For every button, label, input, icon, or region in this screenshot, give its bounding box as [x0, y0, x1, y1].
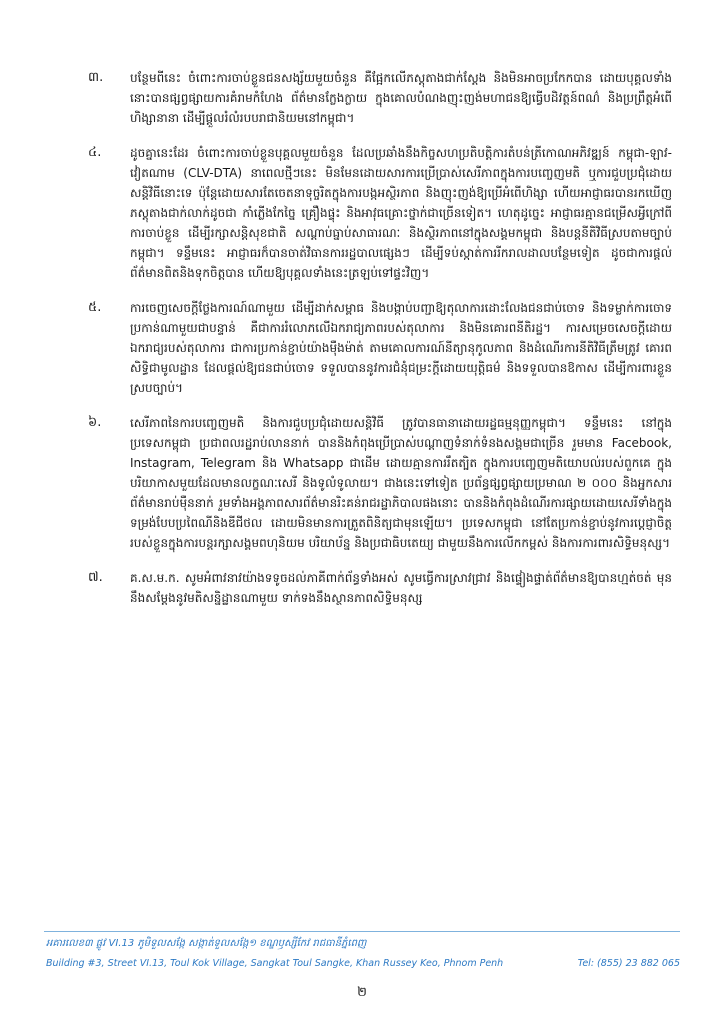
item-text: សេរីភាពនៃការបញ្ចេញមតិ និងការជួបប្រជុំដោយសន្តិវិធី ត្រូវបានធានាដោយរដ្ឋធម្មនុញ្ញកម្ពុជា។ ទន្ទឹមនេះ នៅក្នុងប្រទេសកម្ពុជា ប្រជាពលរដ្ឋរាប់លាននាក់ បាននិងកំពុងប្រើប្រាស់បណ្តាញទំនាក់ទំនងសង្គមជាច្រើន រួមមាន Facebook, Instagram, Telegram និង Whatsapp ជាដើម ដោយគ្មានការរឹតត្បិត ក្នុងការបញ្ចេញមតិយោបល់របស់ពួកគេ ក្នុងបរិយាកាសមួយដែលមានលក្ខណៈសេរី និងទូលំទូលាយ។ ជាងនេះទៅទៀត ប្រព័ន្ធផ្សព្វផ្សាយប្រមាណ ២ ០០០ និងអ្នកសារព័ត៌មានរាប់ម៉ឺននាក់ រួមទាំងអង្គភាពសារព័ត៌មានរិះគន់រាជរដ្ឋាភិបាលផងនោះ បាននិងកំពុងដំណើរការផ្សាយដោយសេរីទាំងក្នុងទម្រង់បែបប្រពៃណីនិងឌីជីថល ដោយមិនមានការត្រួតពិនិត្យជាមុនឡើយ។ ប្រទេសកម្ពុជា នៅតែប្រកាន់ខ្ជាប់នូវការប្តេជ្ញាចិត្តរបស់ខ្លួនក្នុងការបន្តរក្សាសង្គមពហុនិយម បរិយាប័ន្ន និងប្រជាធិបតេយ្យ ជាមួយនឹងការលើកកម្ពស់ និងការការពារសិទ្ធិមនុស្ស។ — [130, 416, 672, 550]
item-text: ដូចគ្នានេះដែរ ចំពោះការចាប់ខ្លួនបុគ្គលមួយចំនួន ដែលប្រឆាំងនឹងកិច្ចសហប្រតិបត្តិការតំបន់ត្រីកោណអភិវឌ្ឍន៍ កម្ពុជា-ឡាវ-វៀតណាម (CLV-DTA) នាពេលថ្មីៗនេះ មិនមែនដោយសារការប្រើប្រាស់សេរីភាពក្នុងការបញ្ចេញមតិ ឬការជួបប្រជុំដោយសន្តិវិធីនោះទេ ប៉ុន្តែដោយសារតែចេតនាទុច្ចរិតក្នុងការបង្កអស្ថិរភាព និងញុះញង់ឱ្យប្រើអំពើហិង្សា ហើយអាជ្ញាធរបានរកឃើញភស្តុតាងជាក់លាក់ដូចជា កាំភ្លើងកែច្នៃ គ្រឿងផ្ទុះ និងអាវុធគ្រោះថ្នាក់ជាច្រើនទៀត។ ហេតុដូច្នេះ អាជ្ញាធរគ្មានជម្រើសអ្វីក្រៅពីការចាប់ខ្លួន ដើម្បីរក្សាសន្តិសុខជាតិ សណ្តាប់ធ្នាប់សាធារណៈ និងស្ថិរភាពនៅក្នុងសង្គមកម្ពុជា និងបន្តនីតិវិធីស្របតាមច្បាប់កម្ពុជា។ ទន្ទឹមនេះ អាជ្ញាធរក៏បានចាត់វិធានការរដ្ឋបាលផ្សេងៗ ដើម្បីទប់ស្កាត់ការរីករាលដាលបន្ថែមទៀត ដូចជាការផ្តល់ព័ត៌មានពិតនិងទុកចិត្តបាន ហើយឱ្យបុគ្គលទាំងនេះត្រឡប់ទៅផ្ទះវិញ។ — [130, 146, 672, 280]
list-item — [88, 143, 672, 283]
list-item — [88, 568, 672, 608]
item-text: គ.ស.ម.ក. សូមអំពាវនាវយ៉ាងទទូចដល់ភាគីពាក់ព័ន្ធទាំងអស់ សូមធ្វើការស្រាវជ្រាវ និងផ្ទៀងផ្ទាត់ព័ត៌មានឱ្យបានហ្មត់ចត់ មុននឹងសម្តែងនូវមតិសន្និដ្ឋានណាមួយ ទាក់ទងនឹងស្ថានភាពសិទ្ធិមនុស្ស — [130, 571, 672, 605]
footer-divider — [44, 931, 680, 932]
item-number: ៥. — [88, 300, 102, 315]
numbered-paragraph-list — [88, 68, 672, 623]
item-text: បន្ថែមពីនេះ ចំពោះការចាប់ខ្លួនជនសង្ស័យមួយចំនួន គឺផ្អែកលើភស្តុតាងជាក់ស្តែង និងមិនអាចប្រកែកបាន ដោយបុគ្គលទាំងនោះបានផ្សព្វផ្សាយការគំរាមកំហែង ព័ត៌មានក្លែងក្លាយ ក្នុងគោលបំណងញុះញង់មហាជនឱ្យធ្វើបដិវត្តន៍ពណ៌ និងប្រព្រឹត្តអំពើហិង្សានានា ដើម្បីផ្តួលរំលំរបបរាជានិយមនៅកម្ពុជា។ — [130, 71, 672, 125]
list-item — [88, 413, 672, 553]
footer-address-english: Building #3, Street VI.13, Toul Kok Village, Sangkat Toul Sangke, Khan Russey Keo, Phnom Penh — [46, 958, 504, 969]
list-item — [88, 68, 672, 128]
item-number: ៤. — [88, 145, 102, 160]
item-text: ការចេញសេចក្តីថ្លែងការណ៍ណាមួយ ដើម្បីដាក់សម្ពាធ និងបង្កាប់បញ្ជាឱ្យតុលាការដោះលែងជនជាប់ចោទ និងទម្លាក់ការចោទប្រកាន់ណាមួយជាបន្ទាន់ គឺជាការរំលោភលើឯករាជ្យភាពរបស់តុលាការ និងមិនគោរពនីតិរដ្ឋ។ ការសម្រេចសេចក្តីដោយឯករាជ្យរបស់តុលាការ ជាការប្រកាន់ខ្ជាប់យ៉ាងម៉ឺងម៉ាត់ តាមគោលការណ៍នីត្យានុកូលភាព និងដំណើរការនីតិវិធីត្រឹមត្រូវ គោរពសិទ្ធិជាមូលដ្ឋាន ដែលផ្តល់ឱ្យជនជាប់ចោទ ទទួលបាននូវការជំនុំជម្រះក្តីដោយយុត្តិធម៌ និងទទួលបានឱកាស ដើម្បីការពារខ្លួនស្របច្បាប់។ — [130, 301, 672, 395]
list-item — [88, 298, 672, 398]
page-number: ២ — [357, 985, 367, 1000]
item-number: ៣. — [88, 70, 104, 85]
footer-telephone: Tel: (855) 23 882 065 — [577, 958, 680, 969]
item-number: ៧. — [88, 570, 103, 585]
item-number: ៦. — [88, 415, 102, 430]
footer-address-khmer: អគារលេខ៣ ផ្លូវ VI.13 ភូមិទួលសង្កែ សង្កាត់ទួលសង្កែ១ ខណ្ឌឫស្សីកែវ រាជធានីភ្នំពេញ — [46, 938, 367, 949]
